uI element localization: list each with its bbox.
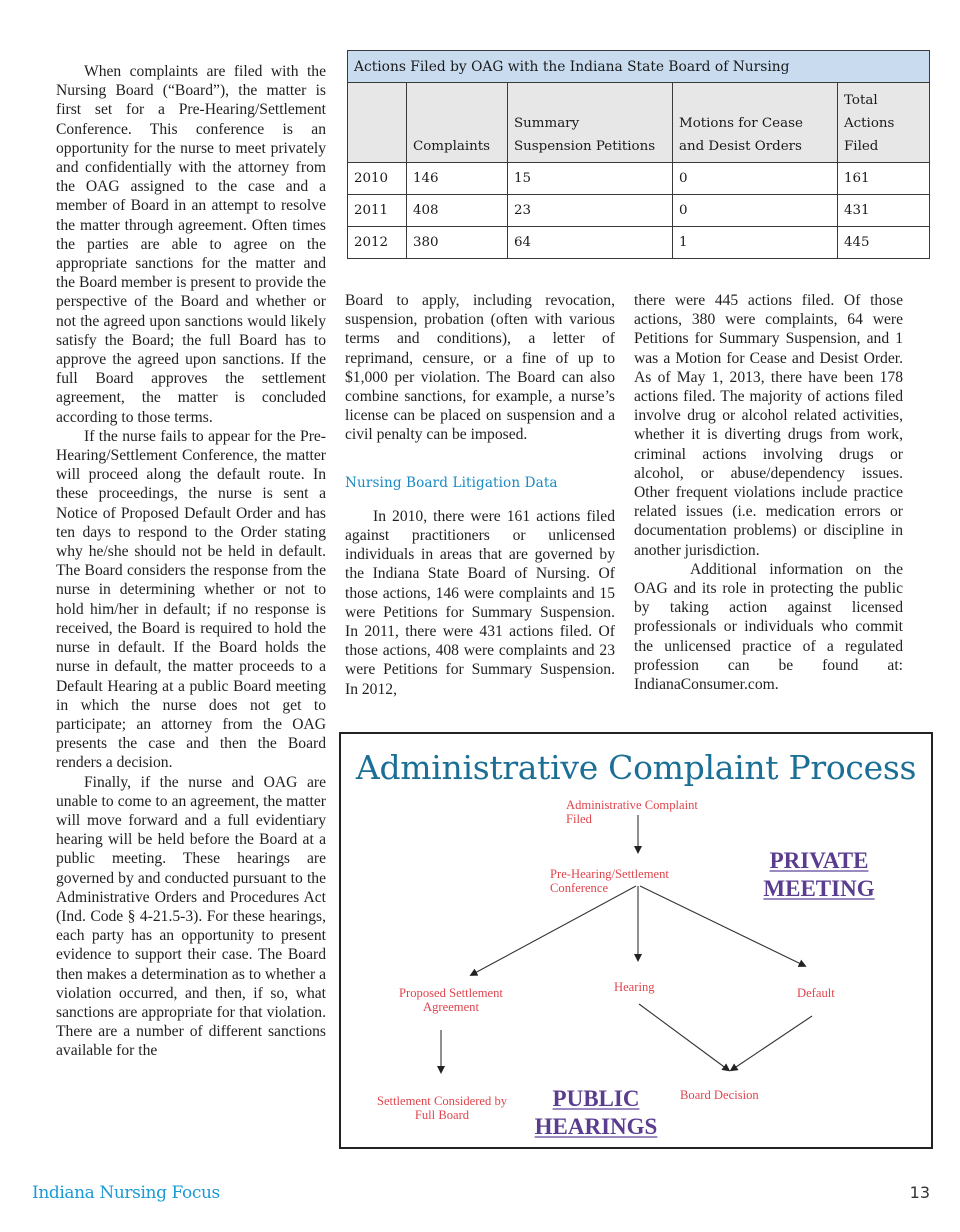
table-cell: 64: [508, 227, 673, 259]
private-meeting-label: PRIVATE MEETING: [763, 848, 875, 901]
table-header-total: Total Actions Filed: [838, 83, 930, 163]
table-header-summary-suspension: Summary Suspension Petitions: [508, 83, 673, 163]
table-cell-year: 2011: [348, 195, 407, 227]
table-cell: 431: [838, 195, 930, 227]
node-pre-hearing-conference: Pre-Hearing/Settlement Conference: [550, 867, 669, 895]
actions-filed-table: [347, 50, 930, 259]
table-cell: 146: [407, 163, 508, 195]
body-column-3: [634, 291, 903, 694]
node-board-decision: Board Decision: [680, 1088, 759, 1102]
table-header-cease-desist: Motions for Cease and Desist Orders: [673, 83, 838, 163]
paragraph: In 2010, there were 161 actions filed against practitioners or unlicensed individuals in areas that are governed by the Indiana State Board of Nursing. Of those actions, 146 were complaints and 15 were Petitions for Summary Suspension. In 2011, there were 431 actions filed. Of those actions, 408 were complaints and 23 were Petitions for Summary Suspension. In 2012,: [345, 507, 615, 698]
table-cell: 408: [407, 195, 508, 227]
table-header-year: [348, 83, 407, 163]
table-cell: 0: [673, 163, 838, 195]
diagram-title: Administrative Complaint Process: [355, 748, 917, 787]
body-column-2: [345, 291, 615, 699]
table-row: [348, 195, 930, 227]
table-row: [348, 163, 930, 195]
table-cell: 1: [673, 227, 838, 259]
table-cell: 161: [838, 163, 930, 195]
node-settlement-full-board: Settlement Considered by Full Board: [376, 1094, 508, 1122]
arrow-icon: [639, 1004, 727, 1069]
paragraph: Finally, if the nurse and OAG are unable to come to an agreement, the matter will move forward and a full evidentiary hearing will be held before the Board at a public meeting. These hearings are governed by and conducted pursuant to the Administrative Orders and Procedures Act (Ind. Code § 4-21.5-3). For these hearings, each party has an opportunity to present evidence to support their case. The Board then makes a determination as to whether a violation occurred, and then, if so, what sanctions are appropriate for that violation. There are a number of different sanctions available for the: [56, 773, 326, 1060]
page-number: 13: [909, 1183, 930, 1202]
node-default: Default: [797, 986, 835, 1000]
paragraph: Additional information on the OAG and its role in protecting the public by taking action against licensed professionals or individuals who commit the unlicensed practice of a regulated profession can be found at: IndianaConsumer.com.: [634, 560, 903, 694]
table-cell: 445: [838, 227, 930, 259]
public-hearings-label: PUBLIC HEARINGS: [534, 1086, 658, 1139]
section-heading: Nursing Board Litigation Data: [345, 474, 558, 491]
table-cell-year: 2012: [348, 227, 407, 259]
complaint-process-diagram: [339, 732, 933, 1149]
arrow-icon: [733, 1016, 812, 1069]
table-header-row: [348, 83, 930, 163]
table-row: [348, 227, 930, 259]
body-column-1: [56, 62, 326, 1061]
table-cell-year: 2010: [348, 163, 407, 195]
table-cell: 15: [508, 163, 673, 195]
publication-title: Indiana Nursing Focus: [32, 1183, 220, 1203]
paragraph: there were 445 actions filed. Of those actions, 380 were complaints, 64 were Petitions for Summary Suspension, and 1 was a Motion for Cease and Desist Order. As of May 1, 2013, there have been 178 actions filed. The majority of actions filed involve drug or alcohol related activities, whether it is diverting drugs from work, criminal actions involving drugs or alcohol, or abuse/dependency issues. Other frequent violations include practice related issues (i.e. medication errors or documentation problems) or discipline in another jurisdiction.: [634, 292, 903, 559]
paragraph: When complaints are filed with the Nursing Board (“Board”), the matter is first set for a Pre-Hearing/Settlement Conference. This conference is an opportunity for the nurse to meet privately and confidentially with the attorney from the OAG assigned to the case and a member of Board in an attempt to resolve the matter through agreement. Often times the parties are able to agree on the appropriate sanctions for the matter and the Board member is present to provide the perspective of the Board and whether or not the agreed upon sanctions would likely satisfy the Board; the full Board has to approve the agreed upon sanctions. If the full Board approves the settlement agreement, the matter is concluded according to those terms.: [56, 63, 326, 426]
arrow-icon: [473, 886, 636, 974]
paragraph: Board to apply, including revocation, suspension, probation (often with various terms and conditions), a letter of reprimand, censure, or a fine of up to $1,000 per violation. The Board can also combine sanctions, for example, a nurse’s license can be placed on suspension and a civil penalty can be imposed.: [345, 292, 615, 444]
table-cell: 380: [407, 227, 508, 259]
node-hearing: Hearing: [614, 980, 655, 994]
table-title: Actions Filed by OAG with the Indiana State Board of Nursing: [348, 51, 930, 83]
paragraph: If the nurse fails to appear for the Pre-Hearing/Settlement Conference, the matter will proceed along the default route. In these proceedings, the nurse is sent a Notice of Proposed Default Order and has ten days to respond to the Order stating why he/she should not be held in default. The Board considers the response from the nurse in determining whether or not to hold him/her in default; if no response is received, the Board is required to hold the nurse in default. If the Board holds the nurse in default, the matter proceeds to a Default Hearing at a public Board meeting in which the nurse does not get to participate; an attorney from the OAG presents the case and then the Board renders a decision.: [56, 427, 326, 772]
node-proposed-settlement: Proposed Settlement Agreement: [399, 986, 503, 1014]
table-header-complaints: Complaints: [407, 83, 508, 163]
table-cell: 0: [673, 195, 838, 227]
node-complaint-filed: Administrative Complaint Filed: [566, 798, 698, 826]
table-cell: 23: [508, 195, 673, 227]
